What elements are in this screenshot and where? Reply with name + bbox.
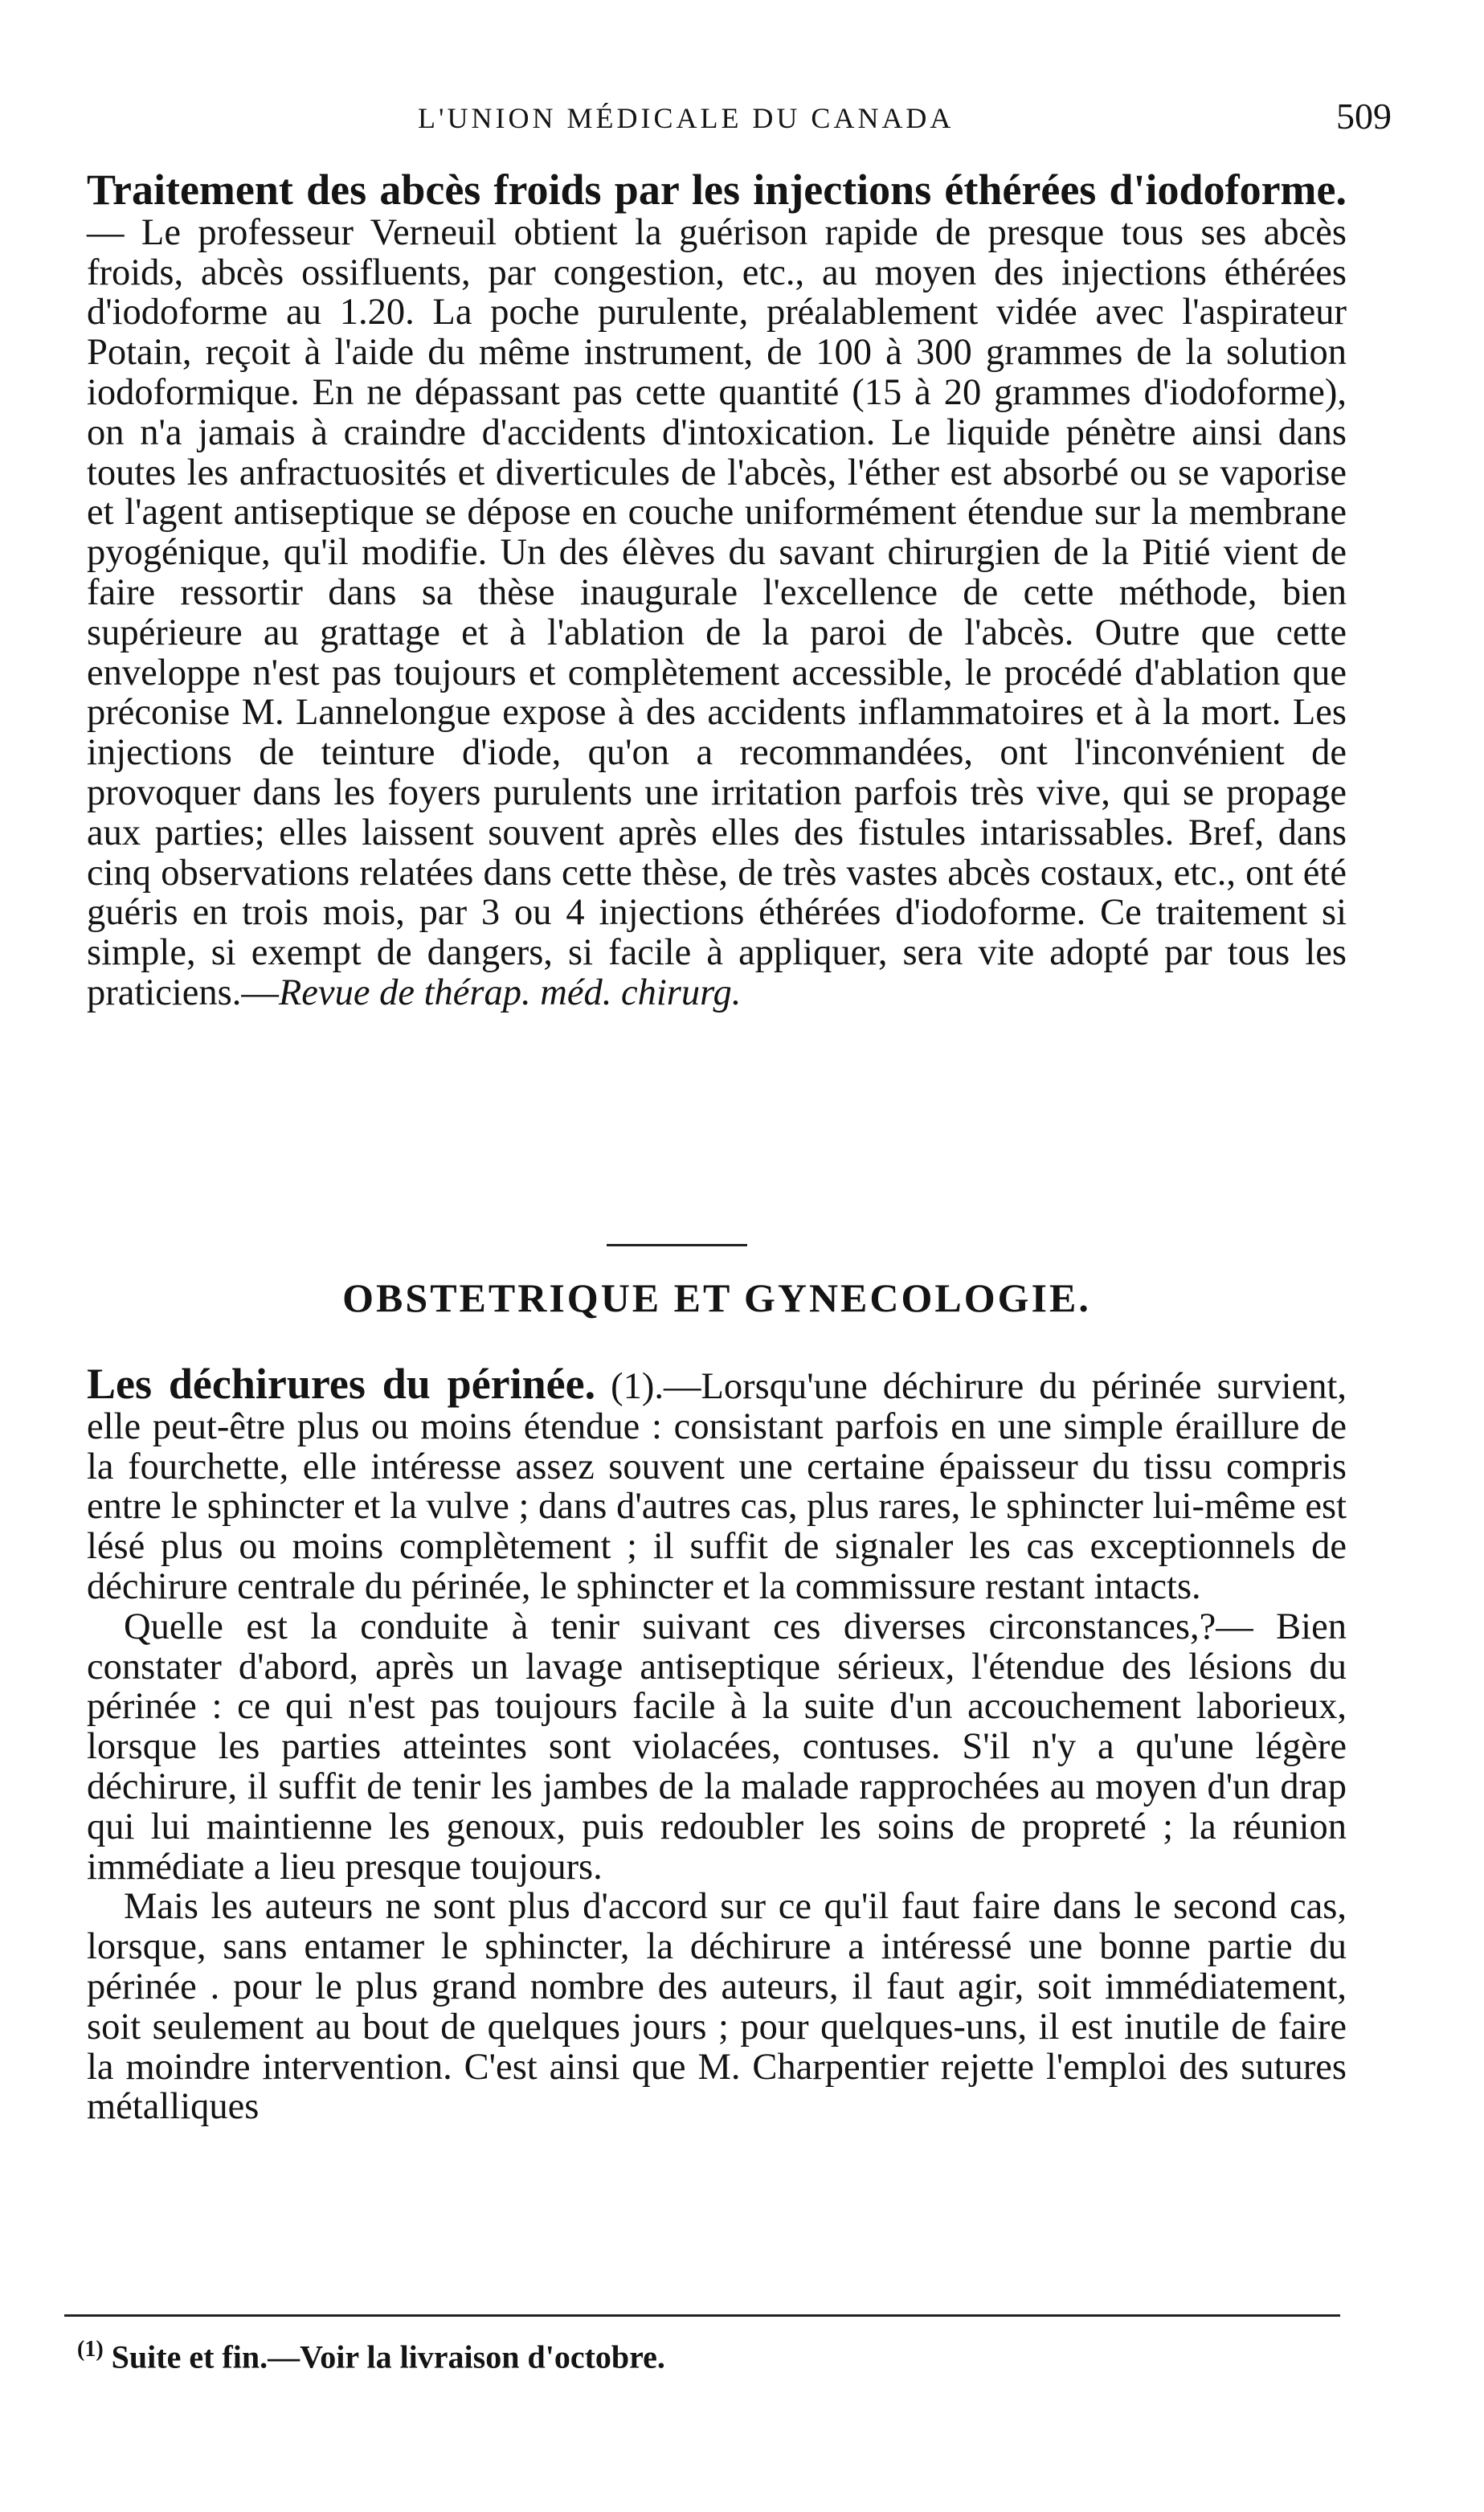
article-cold-abscess-body: — Le professeur Verneuil obtient la guérison rapide de presque tous ses abcès froids, abcès ossifluents, par congestion, etc., au moyen des injections éthérées d'iodoforme au 1.20. La poche purulente, préalablement vidée avec l'aspirateur Potain, reçoit à l'aide du même instrument, de 100 à 300 grammes de la solution iodoformique. En ne dépassant pas cette quantité (15 à 20 grammes d'iodoforme), on n'a jamais à craindre d'accidents d'intoxication. Le liquide pénètre ainsi dans toutes les anfractuosités et diverticules de l'abcès, l'éther est absorbé ou se vaporise et l'agent antiseptique se dépose en couche uniformément étendue sur la membrane pyogénique, qu'il modifie. Un des élèves du savant chirurgien de la Pitié vient de faire ressortir dans sa thèse inaugurale l'excellence de cette méthode, bien supérieure au grattage et à l'ablation de la paroi de l'abcès. Outre que cette enveloppe n'est pas toujours et complètement accessible, le procédé d'ablation que préconise M. Lannelongue expose à des accidents inflammatoires et à la mort. Les injections de teinture d'iode, qu'on a recommandées, ont l'inconvénient de provoquer dans les foyers purulents une irritation parfois très vive, qui se propage aux parties; elles laissent souvent après elles des fistules intarissables. Bref, dans cinq observations relatées dans cette thèse, de très vastes abcès costaux, etc., ont été guéris en trois mois, par 3 ou 4 injections éthérées d'iodoforme. Ce traitement si simple, si exempt de dangers, si facile à appliquer, sera vite adopté par tous les praticiens.— (87, 211, 1347, 1013)
article-perineum-text-1: .—Lorsqu'une déchirure du périnée survient, elle peut-être plus ou moins étendue : consistant parfois en une simple éraillure de la fourchette, elle intéresse assez souvent une certaine épaisseur du tissu compris entre le sphincter et la vulve ; dans d'autres cas, plus rares, le sphincter lui-même est lésé plus ou moins complètement ; il suffit de signaler les cas exceptionnels de déchirure centrale du périnée, le sphincter et la commissure restant intacts. (87, 1366, 1347, 1607)
article-perineum-paragraph-2: Quelle est la conduite à tenir suivant ces diverses circonstances,?— Bien constater d'abord, après un lavage antiseptique sérieux, l'étendue des lésions du périnée : ce qui n'est pas toujours facile à la suite d'un accouchement laborieux, lorsque les parties atteintes sont violacées, contuses. S'il n'y a qu'une légère déchirure, il suffit de tenir les jambes de la malade rapprochées au moyen d'un drap qui lui maintienne les genoux, puis redoubler les soins de propreté ; la réunion immédiate a lieu presque toujours. (87, 1606, 1347, 1888)
journal-title: L'UNION MÉDICALE DU CANADA (418, 102, 955, 134)
article-perineum (87, 1360, 1347, 2128)
section-divider (607, 1244, 747, 1246)
article-cold-abscess (87, 166, 1347, 1013)
section-title: OBSTETRIQUE ET GYNECOLOGIE. (342, 1275, 1091, 1320)
article-cold-abscess-source: Revue de thérap. méd. chirurg. (278, 972, 742, 1013)
footnote-rule (64, 2314, 1340, 2317)
article-perineum-paragraph-3: Mais les auteurs ne sont plus d'accord sur ce qu'il faut faire dans le second cas, lorsque, sans entamer le sphincter, la déchirure a intéressé une bonne partie du périnée . pour le plus grand nombre des auteurs, il faut agir, soit immédiatement, soit seulement au bout de quelques jours ; pour quelques-uns, il est inutile de faire la moindre intervention. C'est ainsi que M. Charpentier rejette l'emploi des sutures métalliques (87, 1886, 1347, 2128)
page-number: 509 (1336, 96, 1392, 137)
running-head (88, 95, 1406, 143)
footnote-mark: (1) (77, 2337, 104, 2362)
footnote-reference: (1) (611, 1366, 655, 1407)
footnote-text: Suite et fin.—Voir la livraison d'octobre. (111, 2338, 665, 2375)
footnote (77, 2337, 665, 2375)
article-perineum-heading: Les déchirures du périnée. (87, 1360, 596, 1408)
article-perineum-paragraph-1 (87, 1360, 1347, 1607)
article-cold-abscess-paragraph (87, 166, 1347, 1013)
article-cold-abscess-heading: Traitement des abcès froids par les injections éthérées d'iodoforme. (87, 166, 1347, 214)
